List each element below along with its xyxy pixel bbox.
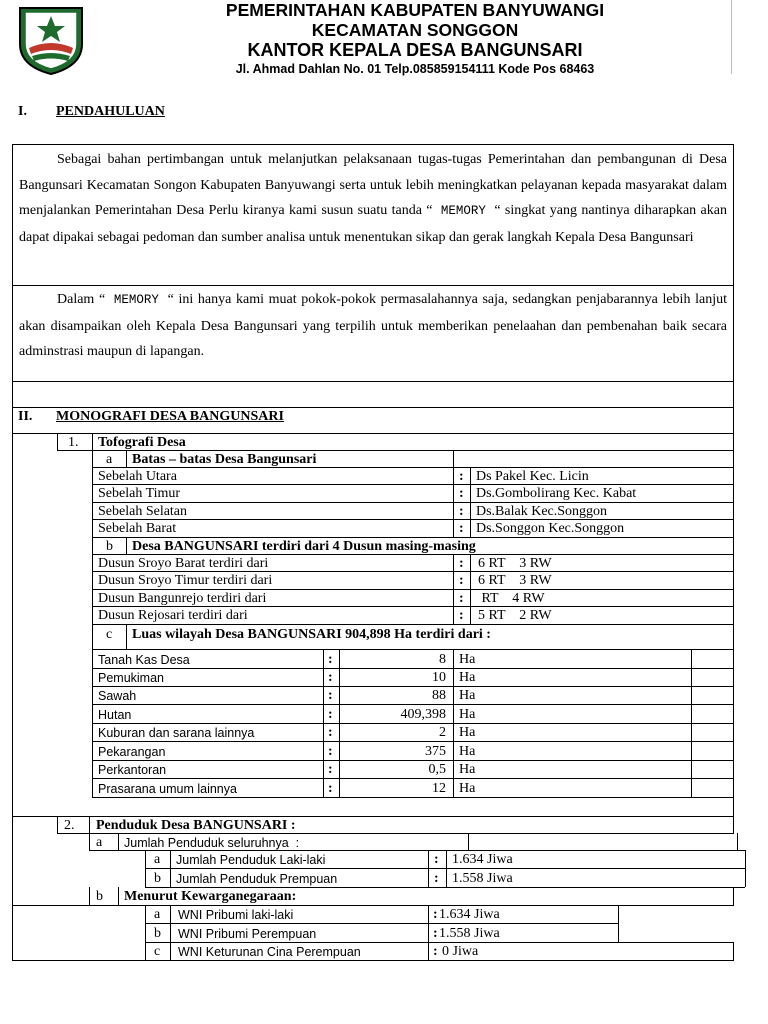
item-1a-letter: a [106, 452, 113, 467]
boundary-north-label: Sebelah Utara [98, 469, 177, 484]
population-female-value: 1.558 Jiwa [452, 871, 513, 886]
item-2b-title: Menurut Kewarganegaraan: [124, 889, 297, 904]
intro-divider-2 [13, 381, 733, 382]
section-2-number: II. [18, 409, 33, 424]
item-1-title: Tofografi Desa [98, 435, 186, 450]
land-yard-value: 375 [425, 744, 446, 759]
population-male-value: 1.634 Jiwa [452, 852, 513, 867]
item-1b-letter: b [106, 539, 113, 554]
hamlet-rejosari-label: Dusun Rejosari terdiri dari [98, 608, 248, 623]
introduction-box [12, 144, 734, 408]
land-settlement-value: 10 [432, 670, 446, 685]
citizen-native-male-value: 1.634 Jiwa [439, 907, 500, 922]
section-1-number: I. [18, 104, 27, 119]
item-1c-letter: c [106, 627, 113, 642]
land-forest-label: Hutan [98, 708, 132, 722]
section-1-heading [18, 104, 165, 120]
item-2-number: 2. [64, 818, 75, 833]
hamlet-sroyo-timur-value: 6 RT 3 RW [478, 573, 552, 588]
hamlet-rejosari-value: 5 RT 2 RW [478, 608, 552, 623]
hamlet-sroyo-timur-label: Dusun Sroyo Timur terdiri dari [98, 573, 273, 588]
citizen-chinese-female-value: 0 Jiwa [442, 944, 479, 959]
population-male-label: Jumlah Penduduk Laki-laki [176, 853, 326, 867]
hamlet-sroyo-barat-label: Dusun Sroyo Barat terdiri dari [98, 556, 269, 571]
header-subdistrict-name: KECAMATAN SONGGON [311, 20, 519, 40]
citizen-native-female-label: WNI Pribumi Perempuan [178, 927, 317, 941]
item-2a-letter: a [96, 835, 103, 850]
hamlet-sroyo-barat-value: 6 RT 3 RW [478, 556, 552, 571]
p2-memory: MEMORY [105, 293, 168, 307]
intro-divider-1 [13, 285, 733, 286]
item-2a-title: Jumlah Penduduk seluruhnya : [124, 836, 300, 850]
citizen-native-female-value: 1.558 Jiwa [439, 926, 500, 941]
land-cemetery-label: Kuburan dan sarana lainnya [98, 726, 255, 740]
header-divider [731, 0, 732, 74]
item-2b-letter: b [96, 889, 103, 904]
section-1-title: PENDAHULUAN [56, 104, 165, 119]
p2-text-after: “ ini hanya kami muat pokok-pokok permasalahannya saja, sedangkan penjabarannya lebih lanjut akan disampaikan oleh Kepala Desa Bangunsari yang terpilih untuk memberikan penelaahan dan pembenahan baik secara adminstrasi maupun di lapangan. [19, 292, 727, 359]
boundary-north-value: Ds Pakel Kec. Licin [476, 469, 589, 484]
header-regency-name: PEMERINTAHAN KABUPATEN BANYUWANGI [225, 0, 605, 20]
land-public-facilities-label: Prasarana umum lainnya [98, 782, 237, 796]
header-address: Jl. Ahmad Dahlan No. 01 Telp.085859154111 Kode Pos 68463 [235, 62, 595, 76]
land-office-label: Perkantoran [98, 763, 167, 777]
item-1a-title: Batas – batas Desa Bangunsari [132, 452, 317, 467]
hamlet-bangunrejo-label: Dusun Bangunrejo terdiri dari [98, 591, 267, 606]
land-yard-label: Pekarangan [98, 745, 166, 759]
item-2-title: Penduduk Desa BANGUNSARI : [96, 818, 296, 833]
land-village-treasury-label: Tanah Kas Desa [98, 653, 190, 667]
boundary-east-label: Sebelah Timur [98, 486, 181, 501]
boundary-west-value: Ds.Songgon Kec.Songgon [476, 521, 625, 536]
boundary-east-value: Ds.Gombolirang Kec. Kabat [476, 486, 637, 501]
land-settlement-label: Pemukiman [98, 671, 164, 685]
citizen-native-male-label: WNI Pribumi laki-laki [178, 908, 294, 922]
section-2-heading [18, 409, 284, 425]
population-female-label: Jumlah Penduduk Prempuan [176, 872, 338, 886]
p1-text-after: “ singkat yang nantinya diharapkan akan dapat dipakai sebagai pedoman dan sumber analisa untuk menentukan sikap dan gerak langkah Kepala Desa Bangunsari [19, 203, 727, 245]
boundary-west-label: Sebelah Barat [98, 521, 177, 536]
land-forest-value: 409,398 [400, 707, 446, 722]
banyuwangi-emblem-logo [14, 4, 88, 76]
land-public-facilities-value: 12 [432, 781, 446, 796]
boundary-south-value: Ds.Balak Kec.Songgon [476, 504, 608, 519]
land-rice-field-value: 88 [432, 688, 446, 703]
p1-text-before: Sebagai bahan pertimbangan untuk melanjutkan pelaksanaan tugas-tugas Pemerintahan dan pembangunan di Desa Bangunsari Kecamatan Songon Kabupaten Banyuwangi serta untuk lebih meningkatkan pelayanan kepada masyarakat dalam menjalankan Pemerintahan Desa Perlu kiranya kami susun suatu tanda “ [19, 152, 727, 218]
p2-text-before: Dalam “ [57, 292, 106, 307]
section-2-title: MONOGRAFI DESA BANGUNSARI [56, 409, 284, 424]
land-rice-field-label: Sawah [98, 689, 137, 703]
land-village-treasury-value: 8 [439, 652, 446, 667]
land-cemetery-value: 2 [439, 725, 446, 740]
item-1-number: 1. [68, 435, 79, 450]
citizen-chinese-female-label: WNI Keturunan Cina Perempuan [178, 945, 361, 959]
introduction-paragraph-1 [19, 147, 727, 250]
item-1b-title: Desa BANGUNSARI terdiri dari 4 Dusun masing-masing [132, 539, 476, 554]
p1-memory: MEMORY [432, 204, 495, 218]
header-office-name: KANTOR KEPALA DESA BANGUNSARI [247, 40, 583, 60]
boundary-south-label: Sebelah Selatan [98, 504, 188, 519]
hamlet-bangunrejo-value: RT 4 RW [478, 591, 545, 606]
introduction-paragraph-2 [19, 287, 727, 365]
item-1c-title: Luas wilayah Desa BANGUNSARI 904,898 Ha terdiri dari : [132, 627, 491, 642]
land-office-value: 0,5 [428, 762, 446, 777]
